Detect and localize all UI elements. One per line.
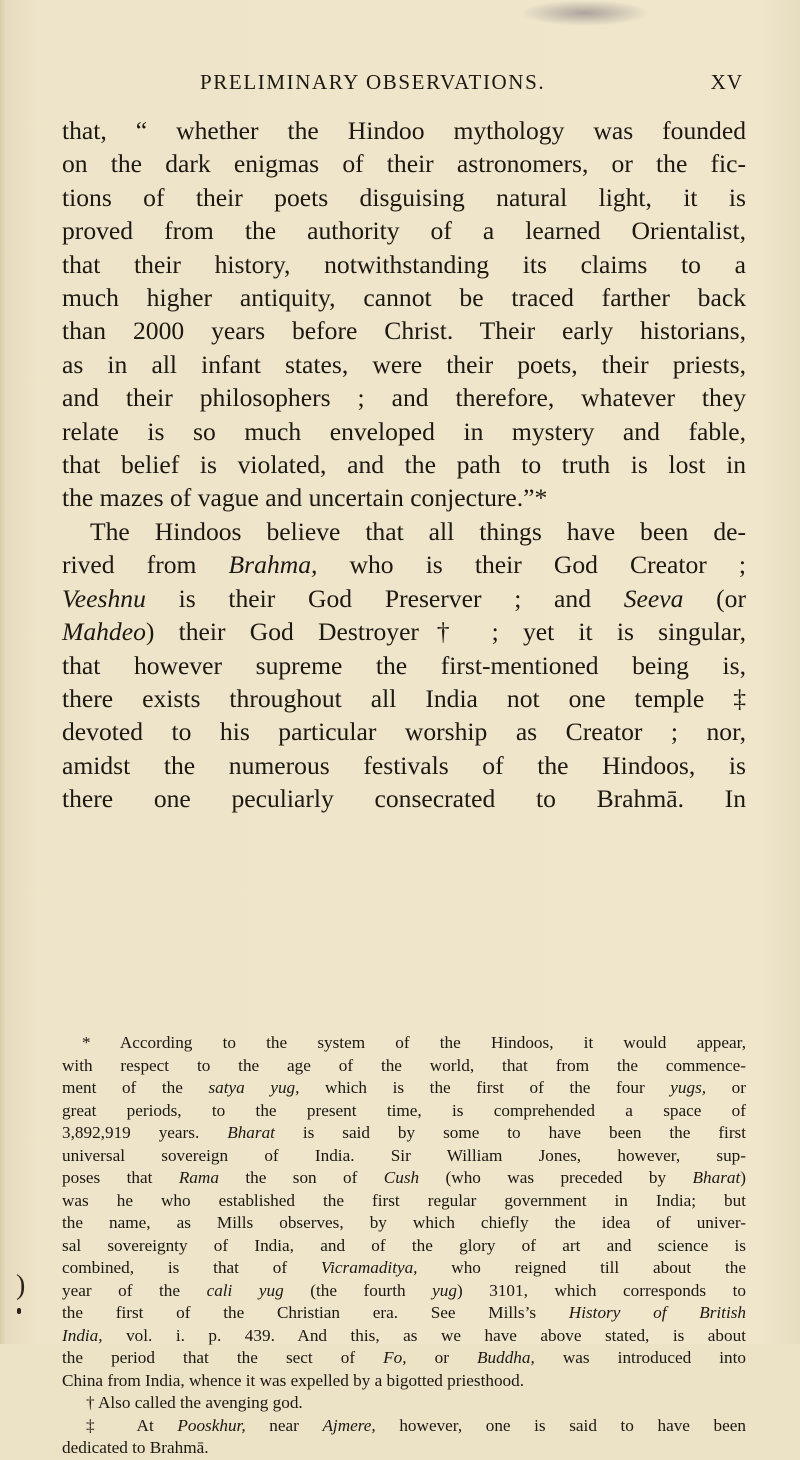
name-seeva: Seeva	[623, 583, 684, 613]
text-run: the period that the sect of	[62, 1348, 384, 1367]
body-line	[62, 582, 746, 615]
body-line: tions of their poets disguising natural light, it is	[62, 182, 746, 212]
body-line: as in all infant states, were their poets, their priests,	[62, 349, 746, 379]
footnote-dagger	[62, 1392, 746, 1415]
name-rama: Rama	[178, 1168, 219, 1187]
footnote-line	[62, 1415, 746, 1438]
running-head	[60, 68, 745, 98]
text-run: ) 3101, which corresponds to	[456, 1280, 746, 1300]
name-veeshnu: Veeshnu	[62, 583, 146, 613]
body-line: than 2000 years before Christ. Their early historians,	[62, 316, 746, 346]
paragraph-1	[62, 114, 746, 515]
body-line: on the dark enigmas of their astronomers, or the fic-	[62, 149, 746, 179]
footnote-line	[62, 1167, 746, 1190]
footnote-line: † Also called the avenging god.	[86, 1393, 303, 1412]
text-run: combined, is that of	[62, 1258, 321, 1277]
footnote-line: * According to the system of the Hindoos, it would appear,	[82, 1033, 746, 1052]
body-line: the mazes of vague and uncertain conjecture.”*	[62, 483, 548, 513]
body-line: that, “ whether the Hindoo mythology was founded	[62, 116, 746, 145]
text-run: the first of the Christian era. See Mills’s	[62, 1303, 569, 1322]
footnote-line: the name, as Mills observes, by which chiefly the idea of univer-	[62, 1213, 746, 1232]
text-run: year of the	[62, 1280, 207, 1300]
term-yugs: yugs,	[670, 1078, 707, 1097]
text-run: who is their God Creator ;	[317, 550, 746, 580]
text-run: vol. i. p. 439. And this, as we have above stated, is about	[102, 1325, 746, 1345]
margin-mark: )	[16, 1270, 26, 1301]
place-ajmere: Ajmere,	[322, 1415, 376, 1435]
page-number: XV	[710, 70, 743, 94]
name-cush: Cush	[383, 1168, 420, 1187]
footnote-line	[62, 1257, 746, 1280]
text-run: ) their God Destroyer† ; yet it is singular,	[145, 617, 746, 647]
text-run: or	[706, 1078, 746, 1097]
footnote-line	[62, 1280, 746, 1303]
footnote-double-dagger	[62, 1415, 746, 1460]
text-run: (or	[683, 583, 746, 613]
text-run: ment of the	[62, 1078, 209, 1097]
text-run: (who was preceded by	[419, 1168, 693, 1187]
body-line: there exists throughout all India not one temple ‡	[62, 683, 746, 713]
text-run: (the fourth	[283, 1280, 433, 1300]
name-fo: Fo,	[383, 1348, 407, 1367]
body-line: much higher antiquity, cannot be traced farther back	[62, 283, 746, 313]
footnote-line: with respect to the age of the world, that from the commence-	[62, 1055, 746, 1075]
name-brahma: Brahma,	[228, 550, 318, 580]
body-line: and their philosophers ; and therefore, whatever they	[62, 383, 746, 413]
name-vicramaditya: Vicramaditya,	[320, 1258, 418, 1277]
text-run: poses that	[62, 1168, 179, 1187]
book-title: History of British	[568, 1303, 747, 1322]
text-run: or	[406, 1348, 478, 1367]
body-text	[62, 114, 746, 816]
text-run: near	[245, 1415, 323, 1435]
text-run: was introduced into	[534, 1348, 746, 1367]
text-run: is said by some to have been the first	[274, 1123, 747, 1142]
name-bharat: Bharat	[692, 1168, 741, 1187]
footnote-line	[62, 1302, 746, 1325]
footnote-line: was he who established the first regular government in India; but	[62, 1190, 746, 1210]
text-run: which is the first of the four	[299, 1078, 671, 1097]
footnote-line: dedicated to Brahmā.	[62, 1438, 209, 1457]
text-run: is their God Preserver ; and	[145, 583, 624, 613]
text-run: 3,892,919 years.	[62, 1123, 228, 1142]
body-line: that however supreme the first-mentioned being is,	[62, 650, 746, 680]
body-line: there one peculiarly consecrated to Brahmā. In	[62, 784, 746, 814]
body-line: The Hindoos believe that all things have been de-	[90, 516, 746, 546]
body-line: that belief is violated, and the path to truth is lost in	[62, 450, 746, 480]
text-run: rived from	[62, 550, 229, 580]
footnote-line: great periods, to the present time, is comprehended a space of	[62, 1100, 746, 1120]
term-satya-yug: satya yug,	[208, 1078, 300, 1097]
margin-dot	[17, 1308, 21, 1314]
text-run: however, one is said to have been	[375, 1415, 746, 1435]
text-run: who reigned till about the	[417, 1258, 746, 1277]
text-run: )	[740, 1168, 746, 1187]
body-line: that their history, notwithstanding its claims to a	[62, 249, 746, 279]
footnotes	[62, 1032, 746, 1460]
body-line	[62, 615, 746, 648]
footnote-line: China from India, whence it was expelled by a bigotted priesthood.	[62, 1370, 525, 1390]
body-line: relate is so much enveloped in mystery and fable,	[62, 416, 746, 446]
footnote-line: sal sovereignty of India, and of the glory of art and science is	[62, 1235, 746, 1255]
name-buddha: Buddha,	[477, 1348, 535, 1367]
term-yug: yug	[432, 1280, 457, 1300]
footnote-star	[62, 1032, 746, 1392]
body-line: amidst the numerous festivals of the Hindoos, is	[62, 750, 746, 780]
body-line	[62, 548, 746, 581]
text-run: ‡ At	[86, 1415, 178, 1435]
page-shadow	[520, 0, 650, 26]
term-cali-yug: cali yug	[206, 1280, 284, 1300]
footnote-line: universal sovereign of India. Sir William Jones, however, sup-	[62, 1145, 746, 1165]
running-title: PRELIMINARY OBSERVATIONS.	[200, 70, 546, 94]
name-mahdeo: Mahdeo	[62, 617, 146, 647]
place-pooskhur: Pooskhur,	[177, 1415, 246, 1435]
text-run: the son of	[218, 1168, 384, 1187]
body-line: proved from the authority of a learned Orientalist,	[62, 216, 746, 246]
footnote-line	[62, 1077, 746, 1100]
footnote-line	[62, 1347, 746, 1370]
name-bharat: Bharat	[227, 1123, 275, 1142]
footnote-line	[62, 1122, 746, 1145]
body-line: devoted to his particular worship as Creator ; nor,	[62, 717, 746, 747]
paragraph-2	[62, 515, 746, 816]
book-title: India,	[62, 1325, 103, 1345]
